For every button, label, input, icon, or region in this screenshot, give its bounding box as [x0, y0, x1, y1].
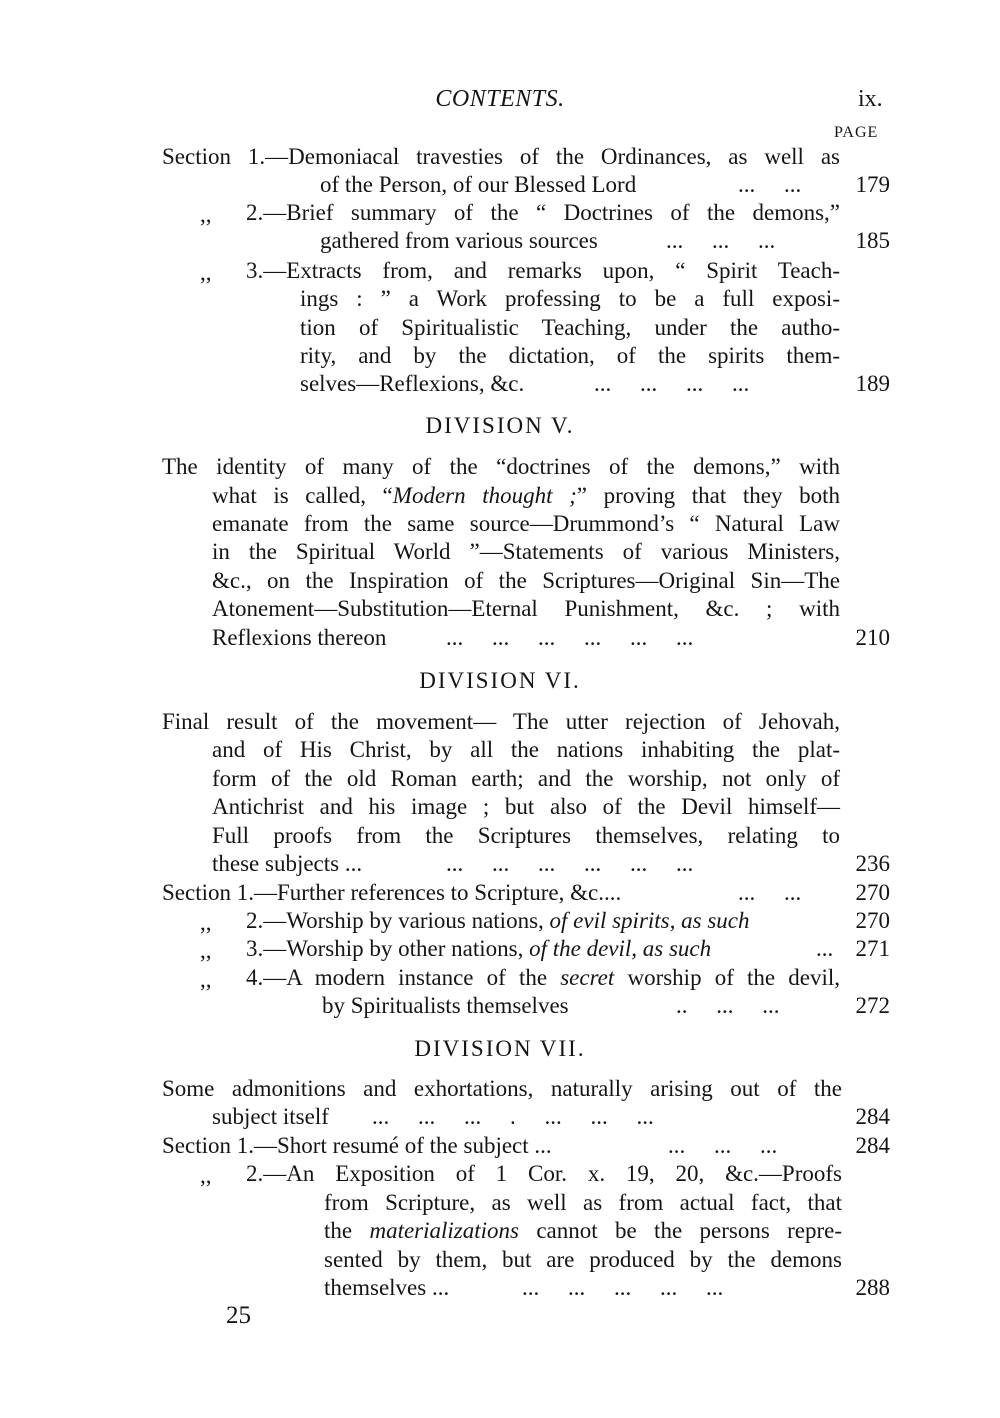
toc-entry-line: 3.—Worship by other nations, of the devil, as such: [246, 936, 712, 961]
page-ref: 185: [855, 228, 890, 253]
dot-leader: ... ...: [738, 880, 802, 905]
page-column-label: PAGE: [834, 124, 879, 141]
toc-entry-line: Section 1.—Further references to Scripture, &c....: [162, 880, 622, 905]
page-ref: 189: [855, 371, 890, 396]
toc-entry-line: sented by them, but are produced by the demons: [324, 1247, 842, 1272]
toc-entry-line: and of His Christ, by all the nations inhabiting the plat-: [212, 737, 840, 762]
page-ref: 284: [855, 1133, 890, 1158]
running-title: CONTENTS.: [435, 86, 565, 112]
toc-entry-line: in the Spiritual World ”—Statements of various Ministers,: [212, 539, 840, 564]
dot-leader: .. ... ...: [676, 993, 780, 1018]
dot-leader: ... ... ...: [668, 1133, 778, 1158]
toc-entry-line: &c., on the Inspiration of the Scriptures—Original Sin—The: [212, 568, 840, 593]
page-ref: 284: [855, 1104, 890, 1129]
toc-entry-line: ings : ” a Work professing to be a full exposi-: [300, 286, 840, 311]
dot-leader: ... ... ... ... ...: [522, 1275, 724, 1300]
ditto-mark: ,,: [200, 910, 212, 935]
toc-entry-line: emanate from the same source—Drummond’s “ Natural Law: [212, 511, 840, 536]
toc-entry-line: Section 1.—Short resumé of the subject ...: [162, 1133, 552, 1158]
dot-leader: ... ... ... ... ... ...: [446, 851, 694, 876]
ditto-mark: ,,: [200, 260, 212, 285]
toc-entry-line: rity, and by the dictation, of the spirits them-: [300, 343, 840, 368]
page-ref: 179: [855, 172, 890, 197]
division-heading: DIVISION VII.: [414, 1036, 586, 1061]
page-ref: 270: [855, 908, 890, 933]
page-ref: 210: [855, 625, 890, 650]
page-ref: 270: [855, 880, 890, 905]
toc-entry-line: themselves ...: [324, 1275, 450, 1300]
ditto-mark: ,,: [200, 938, 212, 963]
ditto-mark: ,,: [200, 967, 212, 992]
toc-entry-line: Full proofs from the Scriptures themselves, relating to: [212, 823, 840, 848]
page-number-roman: ix.: [858, 86, 883, 112]
toc-entry-line: these subjects ...: [212, 851, 363, 876]
page-ref: 288: [855, 1275, 890, 1300]
toc-entry-line: Final result of the movement— The utter rejection of Jehovah,: [162, 709, 840, 734]
page-ref: 271: [855, 936, 890, 961]
dot-leader: ... ...: [738, 172, 802, 197]
dot-leader: ...: [816, 936, 834, 961]
toc-entry-line: form of the old Roman earth; and the worship, not only of: [212, 766, 840, 791]
division-heading: DIVISION VI.: [419, 668, 581, 693]
toc-entry-line: 2.—Worship by various nations, of evil spirits, as such: [246, 908, 750, 933]
dot-leader: ... ... ... ... ... ...: [446, 625, 694, 650]
toc-entry-line: The identity of many of the “doctrines of the demons,” with: [162, 454, 840, 479]
toc-entry-line: by Spiritualists themselves: [322, 993, 569, 1018]
toc-entry-line: Antichrist and his image ; but also of the Devil himself—: [212, 794, 840, 819]
page-ref: 272: [855, 993, 890, 1018]
toc-entry-line: selves—Reflexions, &c.: [300, 371, 525, 396]
toc-entry-line: 2.—Brief summary of the “ Doctrines of the demons,”: [246, 200, 840, 225]
ditto-mark: ,,: [200, 202, 212, 227]
toc-entry-line: 3.—Extracts from, and remarks upon, “ Spirit Teach-: [246, 258, 840, 283]
toc-entry-line: 4.—A modern instance of the secret worship of the devil,: [246, 965, 841, 990]
toc-entry-line: Some admonitions and exhortations, naturally arising out of the: [162, 1076, 842, 1101]
toc-entry-line: what is called, “Modern thought ;” proving that they both: [212, 483, 840, 508]
toc-entry-line: 2.—An Exposition of 1 Cor. x. 19, 20, &c.—Proofs: [246, 1161, 842, 1186]
dot-leader: ... ... ... ...: [594, 371, 750, 396]
toc-entry-line: Reflexions thereon: [212, 625, 387, 650]
toc-entry-line: from Scripture, as well as from actual fact, that: [324, 1190, 842, 1215]
dot-leader: ... ... ... . ... ... ...: [372, 1104, 654, 1129]
page-ref: 236: [855, 851, 890, 876]
toc-entry-line: of the Person, of our Blessed Lord: [320, 172, 637, 197]
ditto-mark: ,,: [200, 1163, 212, 1188]
toc-entry-line: gathered from various sources: [320, 228, 598, 253]
dot-leader: ... ... ...: [666, 228, 776, 253]
toc-entry-line: subject itself: [212, 1104, 329, 1129]
toc-entry-line: tion of Spiritualistic Teaching, under the autho-: [300, 315, 840, 340]
toc-entry-line: the materializations cannot be the persons repre-: [324, 1218, 843, 1243]
toc-entry-line: Section 1.—Demoniacal travesties of the Ordinances, as well as: [162, 144, 840, 169]
toc-entry-line: Atonement—Substitution—Eternal Punishment, &c. ; with: [212, 596, 840, 621]
division-heading: DIVISION V.: [425, 413, 575, 438]
folio-number: 25: [226, 1302, 251, 1329]
